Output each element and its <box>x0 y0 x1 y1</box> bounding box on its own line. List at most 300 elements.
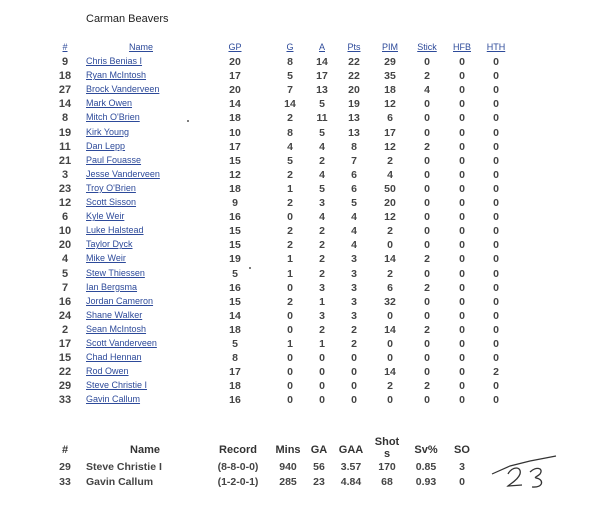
table-row <box>0 310 600 323</box>
table-row <box>0 296 600 309</box>
cell-a: 5 <box>319 182 325 195</box>
cell-hth: 0 <box>493 168 499 181</box>
cell-hth: 0 <box>493 98 499 111</box>
goalie-header-num: # <box>61 444 69 456</box>
cell-pts: 6 <box>351 168 357 181</box>
cell-pts: 3 <box>351 281 357 294</box>
cell-gp: 17 <box>229 140 241 153</box>
goalie-cell-gaa: 4.84 <box>340 476 362 488</box>
cell-gp: 16 <box>229 394 241 407</box>
cell-hth: 0 <box>493 295 499 308</box>
cell-hth: 0 <box>493 112 499 125</box>
cell-g: 2 <box>287 197 293 209</box>
cell-hfb: 0 <box>459 70 465 83</box>
cell-hfb: 0 <box>459 154 465 167</box>
header-hth: HTH <box>486 42 506 52</box>
cell-hth: 0 <box>493 56 499 68</box>
cell-g: 8 <box>287 126 293 139</box>
cell-a: 1 <box>319 338 325 350</box>
goalie-cell-ga: 23 <box>313 476 325 488</box>
table-row <box>0 239 600 252</box>
table-row <box>0 183 600 196</box>
cell-hfb: 0 <box>459 239 465 252</box>
cell-num: 4 <box>61 253 69 266</box>
table-row <box>0 324 600 337</box>
cell-pim: 32 <box>384 295 396 308</box>
cell-a: 2 <box>319 323 325 336</box>
cell-num: 16 <box>58 295 72 308</box>
cell-num: 27 <box>58 84 72 97</box>
cell-stick: 0 <box>424 197 430 209</box>
cell-name: Mitch O'Brien <box>86 112 140 123</box>
table-row <box>0 225 600 238</box>
header-name: Name <box>128 42 153 52</box>
goalie-cell-shots: 68 <box>381 476 393 488</box>
cell-num: 10 <box>58 225 72 238</box>
cell-hfb: 0 <box>459 366 465 379</box>
cell-hfb: 0 <box>459 112 465 125</box>
cell-pts: 7 <box>351 154 357 167</box>
goalie-cell-shots: 170 <box>378 461 396 473</box>
cell-gp: 20 <box>229 56 241 68</box>
table-row <box>0 394 600 407</box>
cell-gp: 18 <box>229 380 241 393</box>
goalie-cell-record: (8-8-0-0) <box>217 461 259 473</box>
cell-gp: 9 <box>232 197 238 209</box>
goalie-header-shots-line2: s <box>383 448 391 460</box>
cell-g: 5 <box>287 70 293 83</box>
table-row <box>0 253 600 266</box>
cell-a: 11 <box>316 112 328 125</box>
cell-hth: 0 <box>493 281 499 294</box>
goalie-header-so: SO <box>454 444 470 456</box>
cell-num: 23 <box>58 182 72 195</box>
cell-a: 3 <box>319 197 325 209</box>
cell-hfb: 0 <box>459 140 465 153</box>
cell-pts: 3 <box>351 267 357 280</box>
cell-stick: 2 <box>424 380 430 393</box>
cell-a: 2 <box>319 267 325 280</box>
cell-pim: 14 <box>384 323 396 336</box>
cell-hfb: 0 <box>459 126 465 139</box>
cell-stick: 0 <box>424 211 430 224</box>
cell-hfb: 0 <box>459 225 465 238</box>
table-row <box>0 197 600 210</box>
goalie-header-mins: Mins <box>275 444 301 456</box>
cell-a: 0 <box>319 394 325 407</box>
handwritten-mark-icon <box>490 452 560 492</box>
cell-g: 0 <box>287 309 293 322</box>
cell-num: 18 <box>58 70 72 83</box>
cell-pim: 14 <box>384 253 396 266</box>
cell-pts: 20 <box>348 84 360 97</box>
cell-stick: 0 <box>424 98 430 111</box>
cell-stick: 4 <box>424 84 430 97</box>
cell-gp: 8 <box>232 352 238 365</box>
goalie-cell-so: 3 <box>459 461 465 473</box>
cell-num: 24 <box>58 309 72 322</box>
team-title: Carman Beavers <box>86 13 169 25</box>
table-row <box>0 352 600 365</box>
cell-num: 15 <box>58 352 72 365</box>
cell-a: 14 <box>316 56 328 68</box>
cell-name: Kirk Young <box>86 126 130 137</box>
cell-name: Ian Bergsma <box>86 281 138 292</box>
table-row <box>0 380 600 393</box>
cell-a: 0 <box>319 366 325 379</box>
goalie-cell-sv: 0.93 <box>415 476 437 488</box>
header-hfb: HFB <box>453 42 471 52</box>
cell-a: 0 <box>319 352 325 365</box>
cell-pts: 0 <box>351 380 357 393</box>
cell-pts: 6 <box>351 182 357 195</box>
cell-stick: 0 <box>424 225 430 238</box>
cell-name: Dan Lepp <box>86 140 126 151</box>
cell-num: 12 <box>58 197 72 209</box>
cell-pim: 2 <box>387 380 393 393</box>
cell-name: Sean McIntosh <box>86 323 147 334</box>
cell-pts: 4 <box>351 239 357 252</box>
cell-hfb: 0 <box>459 352 465 365</box>
cell-gp: 16 <box>229 211 241 224</box>
cell-pim: 12 <box>384 98 396 111</box>
cell-num: 29 <box>58 380 72 393</box>
cell-hfb: 0 <box>459 182 465 195</box>
scan-speck <box>187 120 189 122</box>
table-row <box>0 84 600 97</box>
header-gp: GP <box>228 42 242 52</box>
cell-gp: 14 <box>229 309 241 322</box>
cell-g: 1 <box>287 253 293 266</box>
cell-gp: 17 <box>229 70 241 83</box>
cell-hfb: 0 <box>459 394 465 407</box>
cell-hfb: 0 <box>459 323 465 336</box>
cell-pim: 0 <box>387 338 393 350</box>
cell-a: 2 <box>319 225 325 238</box>
cell-a: 13 <box>316 84 328 97</box>
cell-stick: 0 <box>424 154 430 167</box>
cell-stick: 0 <box>424 112 430 125</box>
cell-pts: 22 <box>348 56 360 68</box>
cell-pts: 3 <box>351 309 357 322</box>
cell-hfb: 0 <box>459 281 465 294</box>
goalie-cell-gaa: 3.57 <box>340 461 362 473</box>
cell-hth: 0 <box>493 380 499 393</box>
cell-pim: 35 <box>384 70 396 83</box>
cell-hth: 0 <box>493 197 499 209</box>
goalie-cell-num: 29 <box>59 461 71 473</box>
cell-pim: 0 <box>387 394 393 407</box>
goalie-cell-mins: 940 <box>279 461 297 473</box>
cell-name: Paul Fouasse <box>86 154 142 165</box>
cell-pim: 0 <box>387 309 393 322</box>
cell-gp: 15 <box>229 239 241 252</box>
cell-g: 7 <box>287 84 293 97</box>
cell-num: 17 <box>58 338 72 350</box>
cell-a: 4 <box>319 168 325 181</box>
cell-pim: 4 <box>387 168 393 181</box>
cell-g: 0 <box>287 366 293 379</box>
cell-hth: 0 <box>493 309 499 322</box>
cell-pim: 0 <box>387 352 393 365</box>
cell-stick: 0 <box>424 394 430 407</box>
cell-stick: 0 <box>424 309 430 322</box>
cell-pts: 8 <box>351 140 357 153</box>
cell-hfb: 0 <box>459 56 465 68</box>
cell-num: 33 <box>58 394 72 407</box>
cell-pts: 3 <box>351 295 357 308</box>
cell-stick: 0 <box>424 239 430 252</box>
cell-g: 8 <box>287 56 293 68</box>
table-row <box>0 282 600 295</box>
cell-num: 22 <box>58 366 72 379</box>
cell-name: Scott Sisson <box>86 197 137 207</box>
cell-name: Chad Hennan <box>86 352 142 363</box>
cell-num: 14 <box>58 98 72 111</box>
cell-gp: 5 <box>232 267 238 280</box>
cell-num: 21 <box>58 154 72 167</box>
cell-stick: 0 <box>424 56 430 68</box>
cell-hth: 0 <box>493 338 499 350</box>
cell-a: 2 <box>319 154 325 167</box>
header-pim: PIM <box>381 42 398 52</box>
cell-name: Rod Owen <box>86 366 129 377</box>
header-stick: Stick <box>417 42 437 52</box>
cell-a: 2 <box>319 253 325 266</box>
cell-gp: 17 <box>229 366 241 379</box>
cell-g: 0 <box>287 380 293 393</box>
cell-a: 3 <box>319 309 325 322</box>
goalie-header-ga: GA <box>310 444 328 456</box>
header-g: G <box>286 42 294 52</box>
header-a: A <box>318 42 325 52</box>
cell-name: Ryan McIntosh <box>86 70 147 81</box>
scan-speck <box>249 267 251 269</box>
cell-name: Jordan Cameron <box>86 295 154 306</box>
cell-name: Chris Benias I <box>86 56 143 66</box>
cell-name: Mark Owen <box>86 98 133 109</box>
cell-gp: 20 <box>229 84 241 97</box>
goalie-cell-num: 33 <box>59 476 71 488</box>
cell-stick: 2 <box>424 281 430 294</box>
table-row <box>0 155 600 168</box>
cell-name: Scott Vanderveen <box>86 338 157 348</box>
table-row <box>0 112 600 125</box>
goalie-cell-name: Gavin Callum <box>86 476 154 488</box>
goalie-cell-ga: 56 <box>313 461 325 473</box>
cell-a: 4 <box>319 211 325 224</box>
cell-g: 1 <box>287 267 293 280</box>
skater-header-row <box>0 42 600 55</box>
cell-pim: 2 <box>387 154 393 167</box>
cell-name: Kyle Weir <box>86 211 125 222</box>
cell-gp: 5 <box>232 338 238 350</box>
cell-pim: 12 <box>384 211 396 224</box>
cell-num: 5 <box>61 267 69 280</box>
cell-g: 5 <box>287 154 293 167</box>
cell-name: Jesse Vanderveen <box>86 168 160 179</box>
cell-a: 17 <box>316 70 328 83</box>
cell-stick: 2 <box>424 70 430 83</box>
cell-pim: 2 <box>387 267 393 280</box>
cell-stick: 2 <box>424 140 430 153</box>
header-pts: Pts <box>347 42 361 52</box>
goalie-header-shots-line1: Shot <box>374 436 400 448</box>
table-row <box>0 56 600 69</box>
cell-stick: 0 <box>424 267 430 280</box>
table-row <box>0 211 600 224</box>
cell-g: 0 <box>287 281 293 294</box>
cell-pts: 0 <box>351 366 357 379</box>
cell-hth: 0 <box>493 70 499 83</box>
cell-num: 9 <box>61 56 69 68</box>
table-row <box>0 366 600 379</box>
table-row <box>0 268 600 281</box>
cell-g: 14 <box>284 98 296 111</box>
cell-pts: 0 <box>351 394 357 407</box>
cell-pim: 18 <box>384 84 396 97</box>
cell-hth: 0 <box>493 267 499 280</box>
cell-hth: 0 <box>493 225 499 238</box>
cell-pts: 5 <box>351 197 357 209</box>
cell-stick: 0 <box>424 352 430 365</box>
cell-hfb: 0 <box>459 338 465 350</box>
cell-num: 2 <box>61 323 69 336</box>
cell-pts: 2 <box>351 323 357 336</box>
goalie-cell-name: Steve Christie I <box>86 461 162 473</box>
cell-hth: 0 <box>493 140 499 153</box>
cell-hth: 0 <box>493 323 499 336</box>
header-num: # <box>62 42 68 52</box>
cell-hfb: 0 <box>459 267 465 280</box>
cell-hfb: 0 <box>459 168 465 181</box>
cell-stick: 0 <box>424 126 430 139</box>
cell-hfb: 0 <box>459 211 465 224</box>
cell-name: Brock Vanderveen <box>86 84 160 95</box>
cell-gp: 10 <box>229 126 241 139</box>
cell-name: Stew Thiessen <box>86 267 145 278</box>
cell-g: 0 <box>287 323 293 336</box>
cell-g: 2 <box>287 239 293 252</box>
cell-pts: 0 <box>351 352 357 365</box>
goalie-cell-record: (1-2-0-1) <box>217 476 259 488</box>
cell-num: 8 <box>61 112 69 125</box>
cell-hth: 0 <box>493 126 499 139</box>
cell-gp: 15 <box>229 295 241 308</box>
table-row <box>0 127 600 140</box>
cell-num: 6 <box>61 211 69 224</box>
cell-stick: 0 <box>424 182 430 195</box>
cell-hth: 0 <box>493 239 499 252</box>
cell-hfb: 0 <box>459 380 465 393</box>
cell-name: Taylor Dyck <box>86 239 133 250</box>
cell-hfb: 0 <box>459 98 465 111</box>
cell-g: 0 <box>287 394 293 407</box>
cell-gp: 18 <box>229 112 241 125</box>
cell-name: Steve Christie I <box>86 380 148 391</box>
cell-stick: 0 <box>424 366 430 379</box>
cell-pts: 3 <box>351 253 357 266</box>
table-row <box>0 169 600 182</box>
cell-pim: 50 <box>384 182 396 195</box>
cell-gp: 18 <box>229 323 241 336</box>
cell-gp: 15 <box>229 225 241 238</box>
cell-stick: 2 <box>424 253 430 266</box>
goalie-header-name: Name <box>130 444 160 456</box>
cell-pim: 2 <box>387 225 393 238</box>
cell-pim: 17 <box>384 126 396 139</box>
cell-num: 20 <box>58 239 72 252</box>
cell-hfb: 0 <box>459 253 465 266</box>
goalie-cell-sv: 0.85 <box>415 461 437 473</box>
table-row <box>0 141 600 154</box>
table-row <box>0 338 600 351</box>
goalie-header-sv: Sv% <box>414 444 438 456</box>
cell-stick: 2 <box>424 323 430 336</box>
cell-gp: 14 <box>229 98 241 111</box>
table-row <box>0 70 600 83</box>
cell-g: 0 <box>287 211 293 224</box>
goalie-cell-so: 0 <box>459 476 465 488</box>
cell-hth: 0 <box>493 253 499 266</box>
cell-hth: 0 <box>493 154 499 167</box>
cell-gp: 19 <box>229 253 241 266</box>
cell-g: 2 <box>287 225 293 238</box>
cell-hfb: 0 <box>459 309 465 322</box>
cell-gp: 12 <box>229 168 241 181</box>
cell-gp: 18 <box>229 182 241 195</box>
cell-a: 5 <box>319 126 325 139</box>
cell-a: 1 <box>319 295 325 308</box>
cell-g: 1 <box>287 338 293 350</box>
cell-hth: 0 <box>493 211 499 224</box>
cell-name: Luke Halstead <box>86 225 144 236</box>
cell-pts: 22 <box>348 70 360 83</box>
cell-num: 3 <box>61 168 69 181</box>
cell-hth: 2 <box>493 366 499 379</box>
cell-pim: 0 <box>387 239 393 252</box>
goalie-header-record: Record <box>219 444 257 456</box>
cell-pts: 4 <box>351 211 357 224</box>
cell-hfb: 0 <box>459 197 465 209</box>
cell-g: 2 <box>287 112 293 125</box>
cell-pts: 4 <box>351 225 357 238</box>
cell-num: 19 <box>58 126 72 139</box>
cell-num: 7 <box>61 281 69 294</box>
cell-name: Gavin Callum <box>86 394 141 405</box>
cell-g: 2 <box>287 168 293 181</box>
cell-pim: 20 <box>384 197 396 209</box>
goalie-header-gaa: GAA <box>338 444 364 456</box>
cell-name: Troy O'Brien <box>86 182 136 193</box>
cell-pim: 6 <box>387 112 393 125</box>
cell-pim: 29 <box>384 56 396 68</box>
cell-hth: 0 <box>493 84 499 97</box>
cell-name: Shane Walker <box>86 309 143 320</box>
cell-pim: 14 <box>384 366 396 379</box>
cell-pts: 13 <box>348 126 360 139</box>
cell-hth: 0 <box>493 182 499 195</box>
cell-stick: 0 <box>424 295 430 308</box>
cell-a: 0 <box>319 380 325 393</box>
cell-stick: 0 <box>424 338 430 350</box>
cell-g: 1 <box>287 182 293 195</box>
cell-hth: 0 <box>493 394 499 407</box>
cell-a: 3 <box>319 281 325 294</box>
cell-num: 11 <box>59 140 71 153</box>
cell-hfb: 0 <box>459 84 465 97</box>
cell-g: 4 <box>287 140 293 153</box>
